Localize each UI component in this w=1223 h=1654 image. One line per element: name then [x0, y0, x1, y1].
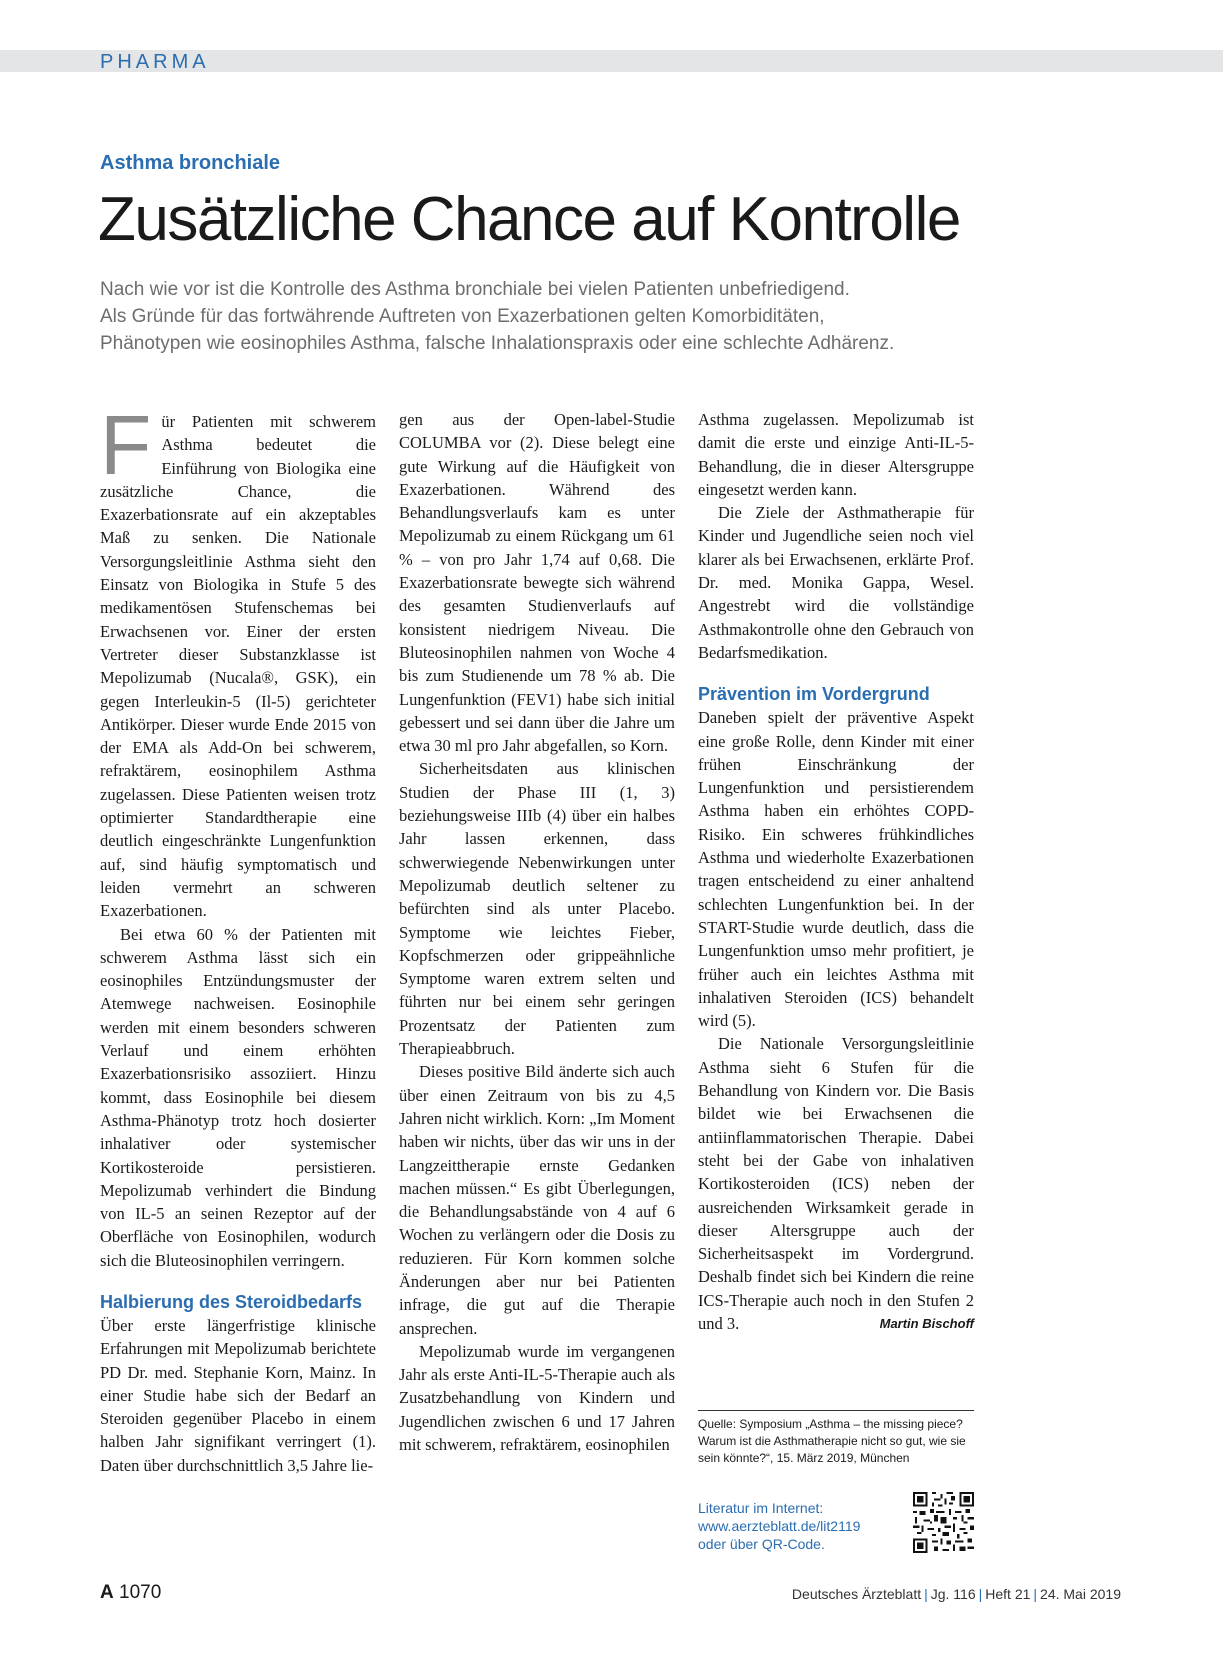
literature-qr-hint: oder über QR-Code. — [698, 1536, 825, 1552]
author-name: Martin Bischoff — [879, 1315, 974, 1331]
article-headline: Zusätzliche Chance auf Kontrolle — [98, 185, 960, 254]
drop-cap: F — [100, 398, 152, 492]
journal-date: 24. Mai 2019 — [1040, 1586, 1121, 1602]
paragraph: Daneben spielt der präventive Aspekt eine große Rolle, denn Kinder mit einer frühen Einschränkung der Lungenfunktion und persistierendem Asthma haben ein erhöhtes COPD-Risiko. Ein schweres frühkindliches Asthma und wiederholte Exazerbationen tragen entscheidend zu einer anhaltend schlechten Lungenfunktion bei. In der START-Studie wurde deutlich, dass die Lungenfunktion umso mehr profitiert, je früher auch ein leichtes Asthma mit inhalativen Steroiden (ICS) behandelt wird (5). — [698, 708, 974, 1031]
column-2 — [399, 408, 675, 1456]
literature-link[interactable]: www.aerzteblatt.de/lit2119 — [698, 1518, 861, 1534]
footer-separator: | — [1033, 1586, 1038, 1602]
paragraph: Dieses positive Bild änderte sich auch über einen Zeitraum von bis zu 4,5 Jahren nicht wirklich. Korn: „Im Moment haben wir nichts, über das wir uns in der Langzeittherapie ernste Gedanken machen müssen.“ Es gibt Überlegungen, die Behandlungsabstände von 4 auf 6 Wochen zu verlängern oder die Dosis zu reduzieren. Für Korn kommen solche Änderungen aber nur bei Patienten infrage, die gut auf die Therapie ansprechen. — [399, 1062, 675, 1338]
article-kicker: Asthma bronchiale — [100, 152, 281, 174]
subheading: Prävention im Vordergrund — [698, 684, 930, 705]
qr-code-icon[interactable] — [913, 1492, 974, 1553]
page-number-value: 1070 — [119, 1582, 162, 1603]
literature-label: Literatur im Internet: — [698, 1500, 824, 1516]
paragraph: Asthma zugelassen. Mepolizumab ist damit die erste und einzige Anti-IL-5-Behandlung, die in dieser Altersgruppe eingesetzt werden kann. — [698, 410, 974, 499]
article-lead — [100, 276, 1000, 357]
paragraph: ür Patienten mit schwerem Asthma bedeutet die Einführung von Biologika eine zusätzliche Chance, die Exazerbationsrate auf ein akzeptables Maß zu senken. Die Nationale Versorgungsleitlinie Asthma sieht den Einsatz von Biologika in Stufe 5 des medikamentösen Stufenschemas bei Erwachsenen vor. Einer der ersten Vertreter dieser Substanzklasse ist Mepolizumab (Nucala®, GSK), ein gegen Interleukin-5 (Il-5) gerichteter Antikörper. Dieser wurde Ende 2015 von der EMA als Add-On bei schwerem, refraktärem, eosinophilem Asthma zugelassen. Diese Patienten weisen trotz optimierter Standardtherapie eine deutlich eingeschränkte Lungenfunktion auf, sind häufig symptomatisch und leiden vermehrt an schweren Exazerbationen. — [100, 412, 376, 921]
footer-separator: | — [924, 1586, 928, 1602]
page-number — [100, 1581, 161, 1605]
paragraph-text: Die Nationale Versorgungsleitlinie Asthma sieht 6 Stufen für die Behandlung von Kindern vor. Die Basis bildet wie bei Erwachsenen die antiinflammatorischen Therapie. Dabei steht bei der Gabe von inhalativen Kortikosteroiden (ICS) neben der ausreichenden Wirksamkeit gerade in dieser Altersgruppe auch der Sicherheitsaspekt im Vordergrund. Deshalb findet sich bei Kindern die reine ICS-Therapie auch noch in den Stufen 2 und 3. — [698, 1034, 974, 1333]
page-prefix: A — [100, 1582, 114, 1603]
section-label: PHARMA — [100, 51, 210, 73]
footer-separator: | — [978, 1586, 983, 1602]
journal-issue: Heft 21 — [985, 1586, 1031, 1602]
source-note: Quelle: Symposium „Asthma – the missing piece? Warum ist die Asthmatherapie nicht so gut, wie sie sein könnte?“, 15. März 2019, München — [698, 1410, 974, 1467]
subheading: Halbierung des Steroidbedarfs — [100, 1291, 363, 1312]
paragraph: Die Ziele der Asthmatherapie für Kinder und Jugendliche seien noch viel klarer als bei Erwachsenen, erklärte Prof. Dr. med. Monika Gappa, Wesel. Angestrebt wird die vollständige Asthmakontrolle ohne den Gebrauch von Bedarfsmedikation. — [698, 503, 974, 662]
paragraph: Mepolizumab wurde im vergangenen Jahr als erste Anti-IL-5-Therapie auch als Zusatzbehandlung von Kindern und Jugendlichen zwischen 6 und 17 Jahren mit schwerem, refraktärem, eosinophilen — [399, 1341, 675, 1455]
paragraph: Sicherheitsdaten aus klinischen Studien der Phase III (1, 3) beziehungsweise IIIb (4) über ein halbes Jahr lassen erkennen, dass schwerwiegende Nebenwirkungen unter Mepolizumab deutlich seltener zu befürchten sind als unter Placebo. Symptome wie leichtes Fieber, Kopfschmerzen oder grippeähnliche Symptome waren extrem selten und führten nur bei einem sehr geringen Prozentsatz der Patienten zum Therapieabbruch. — [399, 759, 675, 1059]
lead-line: Als Gründe für das fortwährende Auftreten von Exazerbationen gelten Komorbiditäten, — [100, 306, 825, 327]
lead-line: Nach wie vor ist die Kontrolle des Asthma bronchiale bei vielen Patienten unbefriedigend. — [100, 279, 850, 300]
column-1 — [100, 398, 376, 1477]
paragraph — [698, 1032, 974, 1335]
journal-name: Deutsches Ärzteblatt — [791, 1586, 922, 1602]
journal-volume: Jg. 116 — [930, 1586, 976, 1602]
journal-footer — [792, 1585, 1121, 1603]
lead-line: Phänotypen wie eosinophiles Asthma, falsche Inhalationspraxis oder eine schlechte Adhärenz. — [100, 333, 895, 354]
paragraph: gen aus der Open-label-Studie COLUMBA vor (2). Diese belegt eine gute Wirkung auf die Häufigkeit von Exazerbationen. Während des Behandlungsverlaufs kam es unter Mepolizumab zu einem Rückgang um 61 % – von pro Jahr 1,74 auf 0,68. Die Exazerbationsrate bewegte sich während des gesamten Studienverlaufs auf konsistent niedrigem Niveau. Die Bluteosinophilen nahmen von Woche 4 bis zum Studienende um 78 % ab. Die Lungenfunktion (FEV1) habe sich initial gebessert und sei dann über die Jahre um etwa 30 ml pro Jahr abgefallen, so Korn. — [399, 410, 675, 756]
paragraph: Über erste längerfristige klinische Erfahrungen mit Mepolizumab berichtete PD Dr. med. Stephanie Korn, Mainz. In einer Studie habe sich der Bedarf an Steroiden gegenüber Placebo in einem halben Jahr signifikant verringert (1). Daten über durchschnittlich 3,5 Jahre lie- — [100, 1315, 376, 1475]
paragraph: Bei etwa 60 % der Patienten mit schwerem Asthma lässt sich ein eosinophiles Entzündungsmuster der Atemwege nachweisen. Eosinophile werden mit einem besonders schweren Verlauf und einem erhöhten Exazerbationsrisiko assoziiert. Hinzu kommt, dass Eosinophile bei diesem Asthma-Phänotyp trotz hoch dosierter inhalativer oder systemischer Kortikosteroide persistieren. Mepolizumab verhindert die Bindung von IL-5 an seinen Rezeptor auf der Oberfläche von Eosinophilen, wodurch sich die Bluteosinophilen verringern. — [100, 924, 376, 1270]
literature-note — [698, 1499, 888, 1553]
column-3 — [698, 408, 974, 1335]
